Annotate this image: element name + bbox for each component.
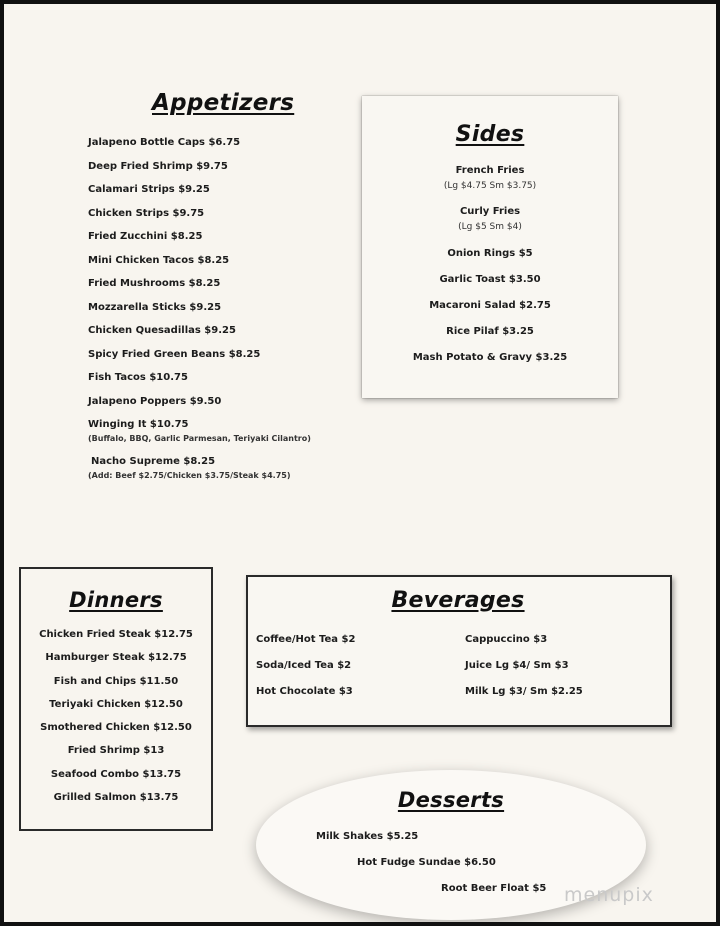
- dessert-item: Hot Fudge Sundae $6.50: [357, 857, 496, 868]
- appetizer-item: Fried Mushrooms $8.25: [88, 278, 221, 289]
- side-item: Mash Potato & Gravy $3.25: [412, 352, 568, 363]
- dinner-item: Teriyaki Chicken $12.50: [49, 699, 183, 710]
- appetizer-item: Jalapeno Poppers $9.50: [88, 396, 222, 407]
- dinner-item: Seafood Combo $13.75: [50, 769, 182, 780]
- beverage-item: Coffee/Hot Tea $2: [256, 634, 356, 645]
- appetizer-item: Mozzarella Sticks $9.25: [88, 302, 222, 313]
- dinner-item: Fish and Chips $11.50: [53, 676, 179, 687]
- appetizer-item: Calamari Strips $9.25: [88, 184, 210, 195]
- dessert-item: Milk Shakes $5.25: [316, 831, 419, 842]
- appetizer-item: Fried Zucchini $8.25: [88, 231, 203, 242]
- dinner-item: Fried Shrimp $13: [67, 745, 165, 756]
- beverage-item: Cappuccino $3: [465, 634, 548, 645]
- beverage-item: Juice Lg $4/ Sm $3: [465, 660, 569, 671]
- side-note: (Lg $5 Sm $4): [458, 222, 522, 232]
- appetizer-item: Chicken Quesadillas $9.25: [88, 325, 236, 336]
- side-item: Rice Pilaf $3.25: [446, 326, 534, 337]
- beverage-item: Milk Lg $3/ Sm $2.25: [465, 686, 583, 697]
- appetizers-heading: Appetizers: [152, 90, 295, 116]
- side-item: Curly Fries: [459, 206, 521, 217]
- appetizer-item: Chicken Strips $9.75: [88, 208, 205, 219]
- side-item: Macaroni Salad $2.75: [429, 300, 551, 311]
- appetizer-item: Winging It $10.75: [88, 419, 189, 430]
- dinner-item: Smothered Chicken $12.50: [40, 722, 192, 733]
- appetizer-item: Deep Fried Shrimp $9.75: [88, 161, 228, 172]
- watermark-logo: menupix: [564, 884, 654, 906]
- side-item: French Fries: [455, 165, 525, 176]
- beverages-heading: Beverages: [391, 588, 525, 613]
- beverage-item: Hot Chocolate $3: [256, 686, 353, 697]
- side-item: Onion Rings $5: [447, 248, 533, 259]
- appetizer-item: Mini Chicken Tacos $8.25: [88, 255, 230, 266]
- winging-note: (Buffalo, BBQ, Garlic Parmesan, Teriyaki Cilantro): [88, 434, 311, 443]
- beverage-item: Soda/Iced Tea $2: [256, 660, 352, 671]
- dinner-item: Chicken Fried Steak $12.75: [39, 629, 193, 640]
- desserts-heading: Desserts: [397, 788, 505, 812]
- sides-heading: Sides: [455, 122, 525, 147]
- dinners-heading: Dinners: [69, 588, 163, 612]
- appetizer-item: Fish Tacos $10.75: [88, 372, 188, 383]
- appetizer-item: Spicy Fried Green Beans $8.25: [88, 349, 261, 360]
- nacho-item: Nacho Supreme $8.25: [91, 456, 216, 467]
- dessert-item: Root Beer Float $5: [441, 883, 547, 894]
- menu-page: [4, 4, 716, 922]
- dinner-item: Grilled Salmon $13.75: [53, 792, 179, 803]
- side-item: Garlic Toast $3.50: [439, 274, 541, 285]
- side-note: (Lg $4.75 Sm $3.75): [443, 181, 537, 191]
- appetizer-item: Jalapeno Bottle Caps $6.75: [88, 137, 241, 148]
- nacho-note: (Add: Beef $2.75/Chicken $3.75/Steak $4.75): [88, 471, 291, 480]
- dinner-item: Hamburger Steak $12.75: [45, 652, 187, 663]
